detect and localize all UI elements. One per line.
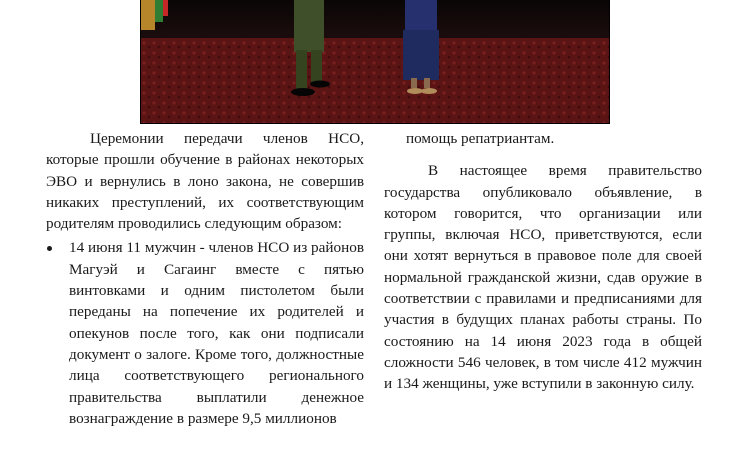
list-item xyxy=(46,237,364,429)
ceremony-photo-illustration xyxy=(141,0,609,123)
bullet-text: 14 июня 11 мужчин - членов НСО из районов Магуэй и Сагаинг вместе с пятью винтовками и одним пистолетом были переданы на попечение их родителей и опекунов после того, как они подписали документ о залоге. Кроме того, должностные лица соответствующего регионального правительства выплатили денежное вознаграждение в размере 9,5 миллионов xyxy=(69,239,364,427)
announcement-paragraph: В настоящее время правительство государства опубликовало объявление, в котором говорится, что организации или группы, включая НСО, приветствуются, если они хотят вернуться в правовое поле для своей нормальной гражданской жизни, сдав оружие в соответствии с правилами и предписаниями для участия в будущих планах работы страны. По состоянию на 14 июня 2023 года в общей сложности 546 человек, в том числе 412 мужчин и 134 женщины, уже вступили в законную силу. xyxy=(384,162,702,393)
bullet-icon xyxy=(47,246,52,251)
left-column xyxy=(46,128,364,429)
right-column xyxy=(384,128,702,395)
continuation-text: помощь репатриантам. xyxy=(406,130,555,147)
intro-paragraph: Церемонии передачи членов НСО, которые прошли обучение в районах некоторых ЭВО и вернулись в лоно закона, не совершив никаких преступлений, их соответствующим родителям проводились следующим образом: xyxy=(46,130,364,233)
ceremony-photo xyxy=(140,0,610,124)
